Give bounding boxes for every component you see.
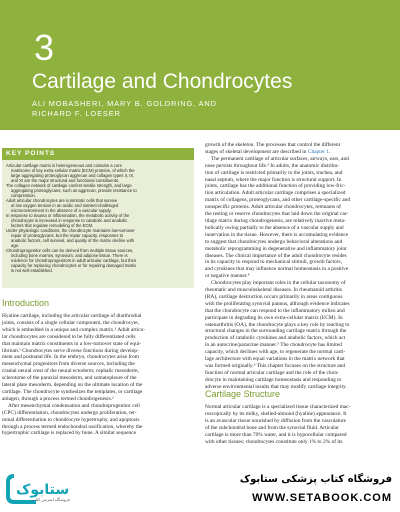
cartilage-structure-heading: Cartilage Structure [205, 389, 281, 399]
text-line: (CPC) differentiation, chondrocytes undergo proliferation, ter- [2, 409, 137, 416]
key-point-line: is not well established. [11, 268, 53, 273]
key-point-line: evidence for chondroprogenitors in adult articular cartilage, but their [11, 258, 137, 263]
text-line: Normal articular cartilage is a specialized tissue characterized mac- [205, 404, 351, 410]
paragraph [2, 403, 194, 438]
chapter-title: Cartilage and Chondrocytes [32, 70, 293, 93]
chapter-number: 3 [34, 27, 55, 68]
text-line: function of normal articular cartilage and the role of the chon- [205, 369, 339, 376]
paragraph [205, 142, 398, 156]
text-line: metabolic reprogramming in degenerative and inflammatory joint [205, 245, 347, 252]
text-line: that the chondrocyte can respond to the inflammatory milieu and [205, 307, 345, 314]
text-line: lar chondrocytes are considered to be fully differentiated cells [2, 333, 136, 340]
text-line: rheumatic and musculoskeletal diseases. In rheumatoid arthritis [205, 287, 342, 294]
text-line: ment and postnatal life. In the embryo, chondrocytes arise from [2, 354, 139, 361]
key-point-line: microenvironment in the absence of a vascular supply. [11, 208, 112, 213]
authors-line: ALI MOBASHERI, MARY B. GOLDRING, AND [32, 99, 217, 108]
text-line: joints, cartilage has the additional function of providing low-fric- [205, 183, 346, 190]
chapter-authors [32, 99, 217, 119]
text-line: mesenchymal progenitors from diverse sources, including the [2, 361, 135, 368]
paragraph [2, 313, 194, 403]
key-point-line: Adult articular chondrocytes are nonmitotic cells that survive [6, 198, 118, 203]
text-line: cartilage is more than 70% water, and it is hypocellular compared [205, 431, 347, 438]
text-line: or negative manner.⁴ [205, 273, 250, 280]
text-line: adverse environmental insults that may modify cartilage integrity. [205, 383, 347, 390]
text-line: tilage matrix during chondrogenesis, are relatively inactive meta- [205, 217, 346, 224]
key-point-item [6, 163, 190, 183]
setabook-logo-icon [6, 470, 72, 508]
text-line: nose persists throughout life.³ In adults, the anatomic distribu- [205, 162, 339, 169]
text-line: with other tissues; chondrocytes constitute only 1% to 2% of its [205, 438, 343, 445]
text-line: capacity, which declines with age, to regenerate the normal carti- [205, 349, 346, 356]
text-line: anlagen, through a process termed chondrogenesis.² [2, 395, 114, 402]
key-point-line: compression. [11, 193, 36, 198]
text-line: and cytokines that may influence normal homeostasis in a positive [205, 266, 349, 273]
text-line: innervation in the tissue. However, there is accumulating evidence [205, 231, 349, 238]
text-line: production of catabolic cytokines and anabolic factors, which act [205, 335, 346, 342]
key-point-line: at low oxygen tension in an acidic and nutrient-challenged [11, 203, 119, 208]
key-point-line: Articular cartilage matrix is heterogeneous and contains a core [6, 163, 122, 168]
text-line: the resting or reserve chondrocytes that laid down the original car- [205, 211, 349, 218]
chapter-header [0, 0, 400, 130]
text-line: through a process termed endochondral ossification, whereby the [2, 423, 143, 430]
key-point-line: large aggregating proteoglycan aggrecan and collagen types II, IX, [11, 173, 135, 178]
introduction-body [2, 313, 194, 483]
text-line: tion articulation. Adult articular cartilage comprises a specialized [205, 190, 346, 197]
key-point-line: Under physiologic conditions, the chondrocyte maintains low-turnover [6, 228, 135, 233]
key-point-item [6, 198, 190, 213]
key-point-item [6, 228, 190, 248]
watermark-url: WWW.SETABOOK.COM [252, 492, 392, 504]
key-point-line: aggregating proteoglycans, such as aggrecan, provide resistance to [11, 188, 137, 193]
authors-line: RICHARD F. LOESER [32, 109, 121, 118]
text-line: to suggest that chondrocytes undergo behavioral alterations and [205, 238, 343, 245]
text-line: roscopically by its milky, shelled-almond (hyaline) appearance. It [205, 410, 347, 417]
key-point-line: anabolic factors, cell survival, and quality of the matrix decline with [11, 238, 135, 243]
key-point-line: capacity for replacing chondrocytes or for repairing damaged matrix [11, 263, 137, 268]
right-column-body [205, 142, 398, 390]
text-line: stages of skeletal development are described in Chapter 1. [205, 148, 331, 155]
key-point-line: age. [11, 243, 20, 248]
text-line: of the subchondral bone and from the synovial fluid. Articular [205, 424, 339, 431]
text-line: (RA), cartilage destruction occurs primarily in areas contiguous [205, 293, 343, 300]
text-line: joints, consists of a single cellular component, the chondrocyte, [2, 319, 139, 326]
text-line: lage architecture with equal variations in the matrix network that [205, 356, 345, 363]
text-line: is an avascular tissue nourished by diffusion from the vasculature [205, 417, 347, 424]
paragraph [205, 280, 398, 391]
text-line: matrix of collagens, proteoglycans, and other cartilage-specific and [205, 197, 351, 204]
text-line: cartilage. The chondrocyte synthesizes the templates, or cartilage [2, 388, 143, 395]
text-line: Hyaline cartilage, including the articular cartilage of diarthrodial [2, 313, 142, 319]
paragraph [205, 404, 398, 445]
key-point-item [6, 213, 190, 228]
text-line: was formed originally.⁶ This chapter focuses on the structure and [205, 363, 346, 369]
key-point-item [6, 183, 190, 198]
text-line: librium.¹ Chondrocytes serve diverse functions during develop- [2, 347, 139, 354]
text-line: in an autocrine/paracrine manner.⁵ The chondrocyte has limited [205, 342, 342, 349]
text-line: lateral plate mesoderm, depending on the ultimate location of the [2, 382, 143, 389]
text-line: osteoarthritis (OA), the chondrocyte plays a key role by reacting to [205, 321, 350, 328]
key-points-list [2, 160, 194, 273]
text-line: participate in degrading its own extra-cellular matrix (ECM). In [205, 314, 343, 321]
text-line: bolically owing partially to the absence of a vascular supply and [205, 224, 344, 231]
key-point-line: chondrocyte is increased in response to catabolic and anabolic [11, 218, 128, 223]
text-line: growth of the skeleton. The processes that control the different [205, 142, 341, 148]
cartilage-structure-body [205, 404, 398, 464]
text-line: structural changes in the surrounding cartilage matrix through the [205, 328, 347, 335]
text-line: hypertrophic cartilage is replaced by bone. A similar sequence [2, 430, 136, 437]
paragraph [205, 156, 398, 280]
text-line: cranial neural crest of the neural ectoderm; cephalic mesoderm, [2, 368, 139, 375]
text-line: drocyte in maintaining cartilage homeostasis and responding to [205, 376, 342, 383]
key-point-line: and XI are the major structural and functional constituents. [11, 178, 120, 183]
key-point-line: factors that regulate remodeling of the ECM. [11, 223, 94, 228]
key-point-line: In response to trauma or inflammation, the metabolic activity of the [6, 213, 130, 218]
text-line: After mesenchymal condensation and chondroprogenitor cell [8, 402, 140, 409]
key-point-line: Chondroprogenitor cells can be derived from multiple tissue sources, [6, 248, 134, 253]
watermark-brand-name: فروشگاه کتاب پزشکی ستابوک [239, 474, 392, 485]
introduction-heading: Introduction [2, 298, 50, 308]
key-point-line: including bone marrow, synovium, and adipose tissue. There is [11, 253, 128, 258]
text-line: The permanent cartilage of articular surfaces, airways, ears, and [211, 155, 349, 162]
text-line: with the proliferating synovial pannus, although evidence indicates [205, 300, 350, 307]
key-point-line: repair of proteoglycans, but the repair capacity, responses to [11, 233, 124, 238]
text-line: diseases. The clinical importance of the adult chondrocyte resides [205, 252, 347, 259]
text-line: nasal septum, where the major function is structural support. In [205, 176, 342, 183]
text-line: which is embedded in a unique and complex matrix.¹ Adult articu- [2, 326, 146, 333]
key-points-heading: KEY POINTS [2, 148, 194, 160]
svg-text:ستابوک: ستابوک [16, 482, 70, 498]
key-points-box [2, 148, 194, 288]
key-point-line: matrisome of key extra-cellular matrix (ECM) proteins, of which the [11, 168, 135, 173]
text-line: that maintain matrix constituents in a low-turnover state of equi- [2, 340, 142, 347]
text-line: tion of cartilage is restricted primarily to the joints, trachea, and [205, 169, 343, 176]
text-line: nonspecific proteins. Adult articular chondrocytes, remnants of [205, 204, 341, 211]
text-line: Chondrocytes play important roles in the cellular taxonomy of [211, 280, 346, 287]
text-line: sclerotome of the paraxial mesoderm, and somatopleure of the [2, 375, 137, 382]
logo-caption: فروشگاه اینترنتی کتاب [32, 497, 70, 502]
chapter-link[interactable]: Chapter 1 [307, 148, 329, 155]
text-line: in its capacity to respond to mechanical stimuli, growth factors, [205, 259, 342, 266]
key-point-line: The collagen network of cartilage confers tensile strength, and large [6, 183, 132, 188]
text-line: minal differentiation to chondrocyte hypertrophy, and apoptosis [2, 416, 140, 423]
key-point-item [6, 248, 190, 273]
